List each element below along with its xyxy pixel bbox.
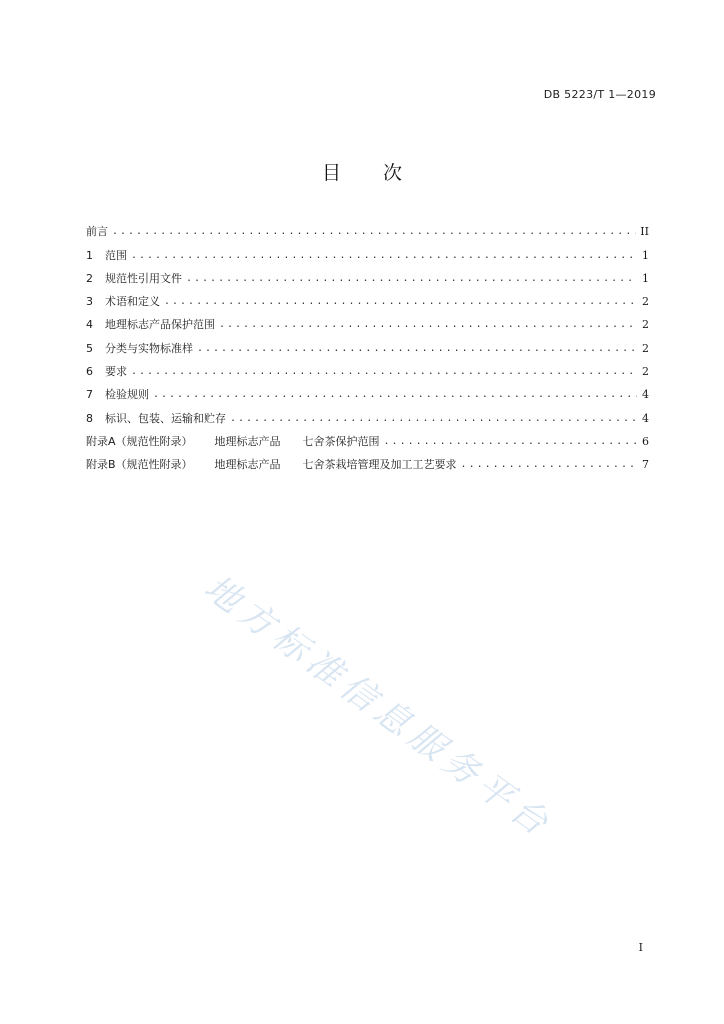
toc-entry-number: 6 <box>86 365 93 379</box>
page-title: 目 次 <box>321 162 421 184</box>
toc-entry-label: 前言 <box>86 225 108 239</box>
toc-entry-page: II <box>640 225 649 239</box>
toc-appendix-title: 七舍茶保护范围 <box>302 434 380 448</box>
toc-appendix-category: 地理标志产品 <box>214 434 281 448</box>
toc-entry-label: 标识、包装、运输和贮存 <box>105 411 226 425</box>
toc-appendix-label: 附录A（规范性附录） <box>86 434 193 448</box>
toc-entry-page: 2 <box>642 365 649 379</box>
toc-entry-page: 2 <box>642 318 649 332</box>
toc-entry-foreword[interactable] <box>86 216 649 239</box>
table-of-contents <box>86 216 649 472</box>
toc-entry-7[interactable] <box>86 379 649 402</box>
toc-entry-3[interactable] <box>86 286 649 309</box>
toc-entry-appendix-a[interactable] <box>86 426 649 449</box>
toc-entry-4[interactable] <box>86 309 649 332</box>
toc-entry-page: 4 <box>642 388 649 402</box>
toc-entry-number: 1 <box>86 248 93 262</box>
toc-entry-number: 7 <box>86 388 93 402</box>
toc-entry-label: 要求 <box>105 365 127 379</box>
toc-entry-number: 2 <box>86 271 93 285</box>
toc-entry-page: 2 <box>642 341 649 355</box>
toc-leader-dots <box>230 412 637 426</box>
toc-entry-1[interactable] <box>86 239 649 262</box>
toc-entry-page: 7 <box>642 458 649 472</box>
toc-entry-page: 2 <box>642 295 649 309</box>
toc-leader-dots <box>131 365 637 379</box>
toc-entry-label: 检验规则 <box>105 388 149 402</box>
toc-entry-8[interactable] <box>86 402 649 425</box>
toc-entry-number: 8 <box>86 411 93 425</box>
toc-entry-number: 3 <box>86 295 93 309</box>
page-number: I <box>638 941 643 954</box>
watermark: 地方标准信息服务平台 <box>196 567 560 848</box>
toc-leader-dots <box>112 225 636 239</box>
document-code: DB 5223/T 1—2019 <box>543 88 656 101</box>
toc-entry-label: 术语和定义 <box>105 295 160 309</box>
toc-entry-6[interactable] <box>86 356 649 379</box>
toc-leader-dots <box>186 272 637 286</box>
toc-entry-appendix-b[interactable] <box>86 449 649 472</box>
toc-leader-dots <box>197 342 637 356</box>
toc-entry-number: 4 <box>86 318 93 332</box>
toc-entry-label: 分类与实物标准样 <box>105 341 193 355</box>
toc-entry-label: 规范性引用文件 <box>105 271 182 285</box>
toc-entry-page: 6 <box>642 434 649 448</box>
toc-leader-dots <box>461 458 637 472</box>
toc-entry-number: 5 <box>86 341 93 355</box>
toc-leader-dots <box>384 435 637 449</box>
toc-appendix-label: 附录B（规范性附录） <box>86 458 193 472</box>
toc-leader-dots <box>153 388 637 402</box>
toc-leader-dots <box>164 295 637 309</box>
toc-entry-page: 4 <box>642 411 649 425</box>
toc-entry-label: 范围 <box>105 248 127 262</box>
toc-leader-dots <box>131 249 637 263</box>
toc-appendix-category: 地理标志产品 <box>214 458 281 472</box>
toc-entry-page: 1 <box>642 248 649 262</box>
toc-entry-5[interactable] <box>86 332 649 355</box>
toc-entry-2[interactable] <box>86 263 649 286</box>
toc-appendix-title: 七舍茶栽培管理及加工工艺要求 <box>302 458 457 472</box>
toc-leader-dots <box>219 318 637 332</box>
toc-entry-label: 地理标志产品保护范围 <box>105 318 215 332</box>
toc-entry-page: 1 <box>642 271 649 285</box>
